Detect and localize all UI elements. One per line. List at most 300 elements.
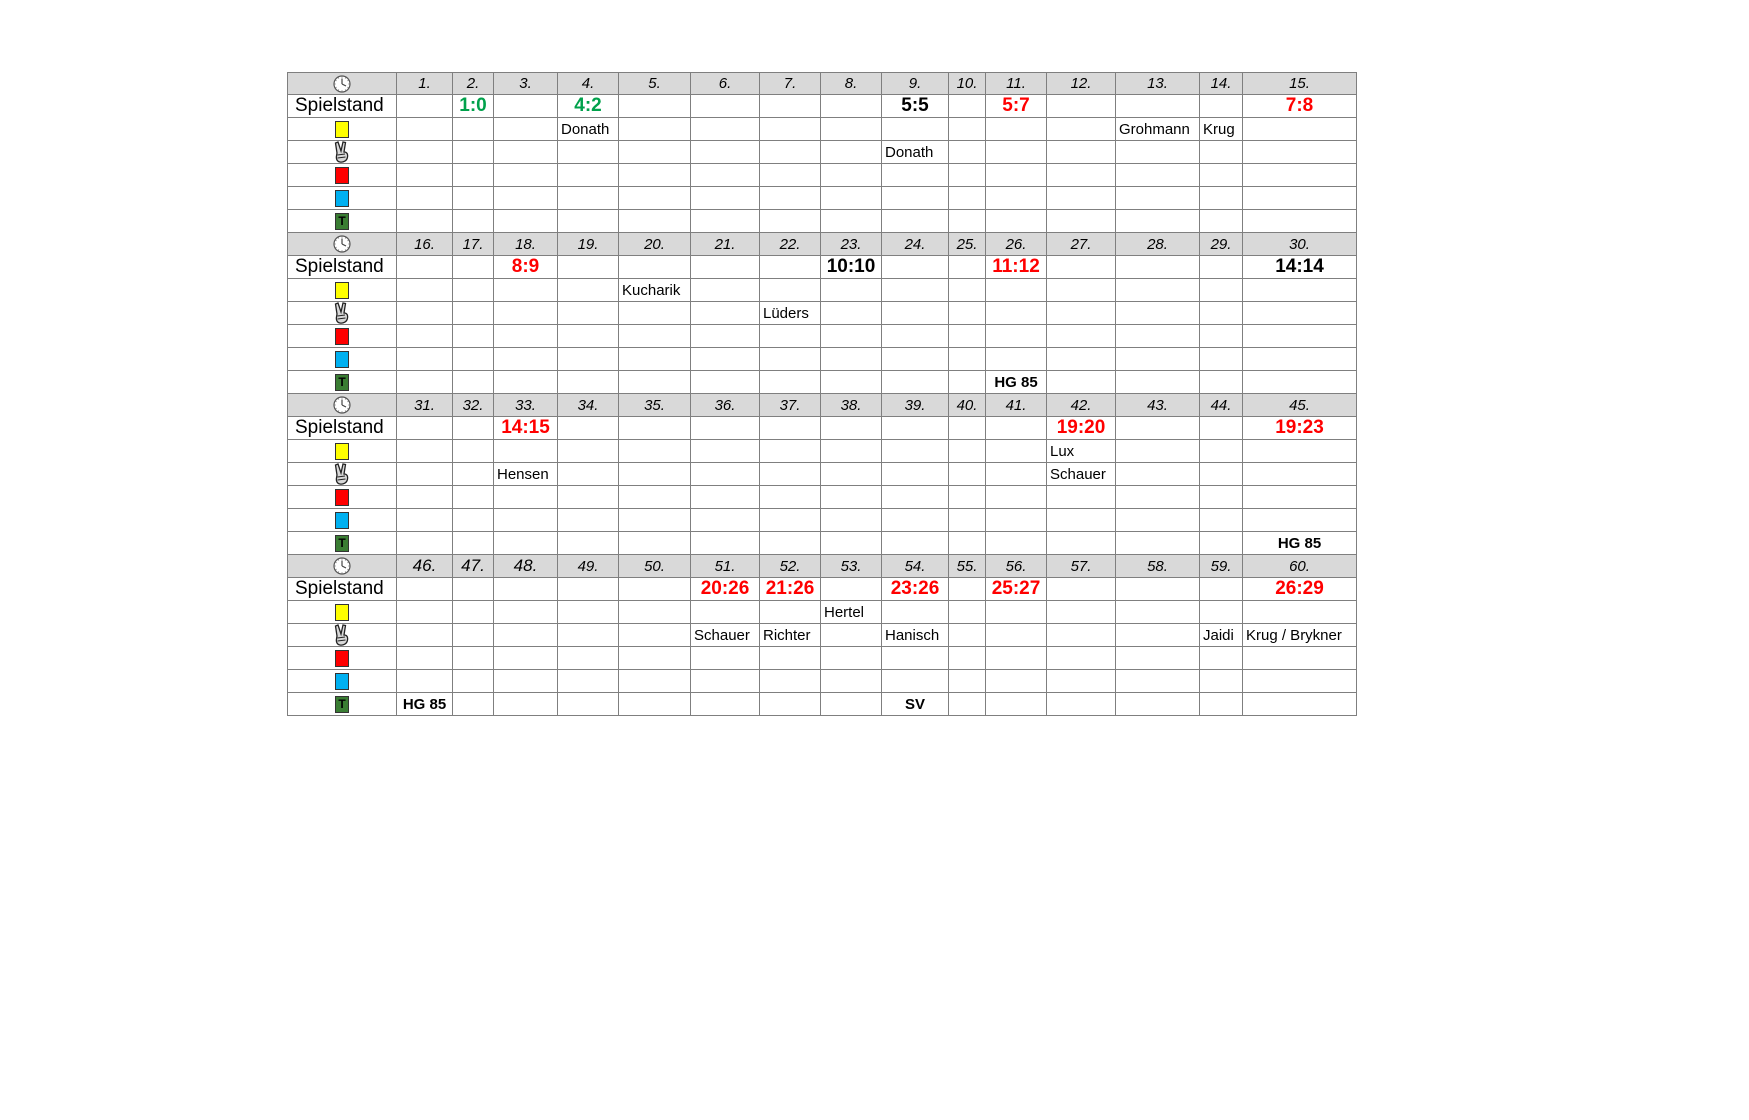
score-row: [287, 578, 1357, 601]
event-cell: [949, 141, 986, 164]
minute-header: 8.: [821, 72, 882, 95]
row-icon-cell: [287, 279, 397, 302]
minute-header: 47.: [453, 555, 494, 578]
event-cell: [882, 371, 949, 394]
event-entry: HG 85: [1243, 532, 1357, 555]
event-cell: [691, 371, 760, 394]
minute-header: 51.: [691, 555, 760, 578]
event-cell: [494, 118, 558, 141]
row-icon-cell: [287, 670, 397, 693]
event-cell: [760, 371, 821, 394]
minute-header: 36.: [691, 394, 760, 417]
minute-header: 27.: [1047, 233, 1116, 256]
event-cell: [619, 141, 691, 164]
event-cell: [821, 371, 882, 394]
two-minute-suspension-row: [287, 463, 1357, 486]
event-cell: [1243, 348, 1357, 371]
event-cell: [494, 164, 558, 187]
score-cell: [691, 256, 760, 279]
score-value: 19:20: [1047, 417, 1116, 440]
event-cell: [882, 440, 949, 463]
event-cell: [691, 440, 760, 463]
event-cell: [397, 486, 453, 509]
yellow-card-row: [287, 601, 1357, 624]
event-cell: [397, 141, 453, 164]
event-cell: [986, 187, 1047, 210]
minute-header: 59.: [1200, 555, 1243, 578]
event-cell: [760, 210, 821, 233]
event-cell: [882, 118, 949, 141]
event-cell: [1047, 118, 1116, 141]
event-cell: [1047, 693, 1116, 716]
event-cell: [1047, 601, 1116, 624]
event-cell: [1200, 532, 1243, 555]
event-cell: [619, 463, 691, 486]
minute-header: 29.: [1200, 233, 1243, 256]
event-cell: [986, 141, 1047, 164]
event-cell: [691, 647, 760, 670]
event-cell: [1047, 302, 1116, 325]
score-value: 10:10: [821, 256, 882, 279]
event-cell: [760, 187, 821, 210]
event-cell: [1047, 509, 1116, 532]
event-cell: [1243, 509, 1357, 532]
event-cell: [821, 187, 882, 210]
minute-header: 32.: [453, 394, 494, 417]
event-cell: [986, 164, 1047, 187]
event-cell: [760, 348, 821, 371]
event-cell: [691, 164, 760, 187]
event-entry: Hensen: [494, 463, 558, 486]
event-cell: [1047, 486, 1116, 509]
event-cell: [558, 670, 619, 693]
event-cell: [453, 647, 494, 670]
two-minute-suspension-row: [287, 624, 1357, 647]
event-cell: [691, 210, 760, 233]
two-minute-suspension-row: [287, 141, 1357, 164]
minute-header: 9.: [882, 72, 949, 95]
event-cell: [691, 463, 760, 486]
event-cell: [1200, 509, 1243, 532]
score-row: [287, 256, 1357, 279]
yellow-card-icon: [335, 282, 349, 299]
minute-header: 60.: [1243, 555, 1357, 578]
event-cell: [1047, 279, 1116, 302]
event-cell: [760, 463, 821, 486]
event-cell: [1200, 164, 1243, 187]
event-cell: [882, 187, 949, 210]
minute-header: 21.: [691, 233, 760, 256]
event-cell: [453, 371, 494, 394]
clock-cell: [287, 555, 397, 578]
event-cell: [986, 325, 1047, 348]
event-cell: [558, 348, 619, 371]
event-entry: Lüders: [760, 302, 821, 325]
score-value: 5:5: [882, 95, 949, 118]
event-cell: [821, 141, 882, 164]
score-cell: [949, 95, 986, 118]
score-label: Spielstand: [287, 256, 397, 279]
event-cell: [986, 302, 1047, 325]
yellow-card-icon: [335, 121, 349, 138]
score-cell: [1047, 256, 1116, 279]
minute-header: 23.: [821, 233, 882, 256]
yellow-card-row: [287, 279, 1357, 302]
timeout-icon: T: [335, 696, 349, 713]
event-cell: [1116, 647, 1200, 670]
row-icon-cell: [287, 647, 397, 670]
score-cell: [949, 417, 986, 440]
score-cell: [619, 578, 691, 601]
minute-header: 38.: [821, 394, 882, 417]
event-cell: [949, 463, 986, 486]
event-cell: [986, 670, 1047, 693]
event-cell: [619, 532, 691, 555]
event-cell: [558, 325, 619, 348]
event-cell: [1243, 371, 1357, 394]
score-value: 23:26: [882, 578, 949, 601]
event-cell: [949, 187, 986, 210]
event-cell: [397, 302, 453, 325]
event-cell: [1047, 532, 1116, 555]
blue-card-row: [287, 348, 1357, 371]
timeout-row: [287, 693, 1357, 716]
score-cell: [558, 578, 619, 601]
event-cell: [558, 532, 619, 555]
score-cell: [453, 256, 494, 279]
score-cell: [760, 256, 821, 279]
blue-card-icon: [335, 673, 349, 690]
score-cell: [619, 256, 691, 279]
timeout-row: [287, 371, 1357, 394]
event-cell: [1116, 348, 1200, 371]
event-entry: Richter: [760, 624, 821, 647]
event-cell: [619, 348, 691, 371]
event-entry: Krug / Brykner: [1243, 624, 1357, 647]
event-cell: [1116, 325, 1200, 348]
event-cell: [558, 693, 619, 716]
event-cell: [882, 302, 949, 325]
event-cell: [821, 164, 882, 187]
event-cell: [821, 509, 882, 532]
row-icon-cell: [287, 463, 397, 486]
blue-card-row: [287, 187, 1357, 210]
event-entry: Krug: [1200, 118, 1243, 141]
event-cell: [453, 670, 494, 693]
score-value: 11:12: [986, 256, 1047, 279]
minute-header: 19.: [558, 233, 619, 256]
event-cell: [1243, 440, 1357, 463]
event-cell: [882, 164, 949, 187]
event-cell: [760, 509, 821, 532]
score-cell: [1200, 95, 1243, 118]
event-cell: [986, 532, 1047, 555]
event-cell: [882, 325, 949, 348]
event-cell: [494, 509, 558, 532]
event-cell: [986, 118, 1047, 141]
event-cell: [821, 440, 882, 463]
event-cell: [986, 210, 1047, 233]
minute-header: 12.: [1047, 72, 1116, 95]
minute-header: 24.: [882, 233, 949, 256]
red-card-icon: [335, 167, 349, 184]
score-label: Spielstand: [287, 578, 397, 601]
event-cell: [1116, 693, 1200, 716]
minute-header: 26.: [986, 233, 1047, 256]
score-cell: [397, 417, 453, 440]
event-cell: [691, 509, 760, 532]
event-entry: Jaidi: [1200, 624, 1243, 647]
minute-header-row: [287, 555, 1357, 578]
minute-header: 7.: [760, 72, 821, 95]
event-cell: [882, 279, 949, 302]
event-cell: [882, 486, 949, 509]
event-cell: [619, 325, 691, 348]
row-icon-cell: [287, 371, 397, 394]
event-cell: [949, 670, 986, 693]
event-cell: [619, 693, 691, 716]
event-cell: [494, 693, 558, 716]
score-value: 14:14: [1243, 256, 1357, 279]
event-cell: [882, 210, 949, 233]
event-cell: [397, 348, 453, 371]
event-cell: [494, 325, 558, 348]
event-cell: [453, 348, 494, 371]
clock-icon: [332, 74, 352, 94]
minute-header: 50.: [619, 555, 691, 578]
event-entry: Schauer: [691, 624, 760, 647]
event-cell: [494, 210, 558, 233]
event-cell: [691, 532, 760, 555]
event-cell: [1047, 670, 1116, 693]
event-cell: [1116, 624, 1200, 647]
event-cell: [397, 210, 453, 233]
minute-header: 45.: [1243, 394, 1357, 417]
event-cell: [1047, 348, 1116, 371]
event-cell: [986, 624, 1047, 647]
minute-header: 6.: [691, 72, 760, 95]
event-cell: [1200, 187, 1243, 210]
minute-header-row: [287, 394, 1357, 417]
event-cell: [949, 279, 986, 302]
event-cell: [986, 486, 1047, 509]
event-cell: [1116, 486, 1200, 509]
event-cell: [821, 348, 882, 371]
event-cell: [691, 693, 760, 716]
event-cell: [397, 164, 453, 187]
event-entry: HG 85: [397, 693, 453, 716]
event-cell: [1200, 325, 1243, 348]
red-card-row: [287, 486, 1357, 509]
event-cell: [949, 118, 986, 141]
event-cell: [453, 601, 494, 624]
event-cell: [1200, 302, 1243, 325]
event-cell: [691, 486, 760, 509]
event-cell: [760, 279, 821, 302]
score-cell: [619, 95, 691, 118]
event-cell: [397, 279, 453, 302]
event-cell: [986, 279, 1047, 302]
event-cell: [986, 348, 1047, 371]
minute-header: 57.: [1047, 555, 1116, 578]
two-minute-suspension-icon: [333, 624, 351, 646]
minute-header: 16.: [397, 233, 453, 256]
clock-icon: [332, 556, 352, 576]
minute-header: 28.: [1116, 233, 1200, 256]
score-value: 7:8: [1243, 95, 1357, 118]
score-cell: [821, 578, 882, 601]
event-cell: [397, 187, 453, 210]
event-cell: [397, 670, 453, 693]
minute-header: 56.: [986, 555, 1047, 578]
event-cell: [1243, 693, 1357, 716]
score-row: [287, 417, 1357, 440]
event-cell: [1243, 601, 1357, 624]
event-cell: [986, 509, 1047, 532]
score-value: 14:15: [494, 417, 558, 440]
event-cell: [558, 187, 619, 210]
minute-header: 34.: [558, 394, 619, 417]
yellow-card-row: [287, 440, 1357, 463]
event-cell: [494, 302, 558, 325]
event-cell: [821, 670, 882, 693]
minute-header: 30.: [1243, 233, 1357, 256]
row-icon-cell: [287, 118, 397, 141]
timeout-row: [287, 532, 1357, 555]
row-icon-cell: [287, 601, 397, 624]
event-cell: [494, 670, 558, 693]
event-cell: [558, 486, 619, 509]
event-cell: [494, 532, 558, 555]
minute-header-row: [287, 72, 1357, 95]
event-cell: [1243, 210, 1357, 233]
event-cell: [949, 624, 986, 647]
event-cell: [494, 187, 558, 210]
yellow-card-icon: [335, 604, 349, 621]
red-card-row: [287, 647, 1357, 670]
score-cell: [1116, 417, 1200, 440]
score-cell: [1200, 417, 1243, 440]
blue-card-icon: [335, 190, 349, 207]
event-cell: [558, 279, 619, 302]
row-icon-cell: [287, 187, 397, 210]
minute-header: 10.: [949, 72, 986, 95]
event-cell: [453, 302, 494, 325]
minute-header: 20.: [619, 233, 691, 256]
score-cell: [691, 95, 760, 118]
score-value: 4:2: [558, 95, 619, 118]
event-cell: [760, 693, 821, 716]
event-cell: [1200, 670, 1243, 693]
event-cell: [691, 670, 760, 693]
blue-card-icon: [335, 351, 349, 368]
event-cell: [558, 371, 619, 394]
red-card-icon: [335, 328, 349, 345]
event-cell: [1116, 164, 1200, 187]
score-cell: [949, 256, 986, 279]
event-cell: [558, 624, 619, 647]
red-card-row: [287, 325, 1357, 348]
event-cell: [1116, 670, 1200, 693]
event-cell: [949, 210, 986, 233]
score-cell: [821, 95, 882, 118]
minute-header: 4.: [558, 72, 619, 95]
event-cell: [882, 463, 949, 486]
event-cell: [494, 348, 558, 371]
event-cell: [397, 118, 453, 141]
minute-header: 15.: [1243, 72, 1357, 95]
event-entry: Hanisch: [882, 624, 949, 647]
event-cell: [619, 486, 691, 509]
event-cell: [1200, 210, 1243, 233]
row-icon-cell: [287, 486, 397, 509]
minute-header-row: [287, 233, 1357, 256]
minute-header: 53.: [821, 555, 882, 578]
red-card-icon: [335, 489, 349, 506]
event-entry: Donath: [882, 141, 949, 164]
row-icon-cell: [287, 624, 397, 647]
event-cell: [558, 141, 619, 164]
row-icon-cell: [287, 164, 397, 187]
event-cell: [760, 141, 821, 164]
event-cell: [821, 325, 882, 348]
event-cell: [1200, 279, 1243, 302]
event-cell: [1243, 187, 1357, 210]
event-cell: [1116, 601, 1200, 624]
event-cell: [619, 164, 691, 187]
event-cell: [494, 647, 558, 670]
event-cell: [1047, 624, 1116, 647]
event-cell: [1116, 279, 1200, 302]
event-cell: [494, 440, 558, 463]
minute-header: 35.: [619, 394, 691, 417]
score-cell: [821, 417, 882, 440]
event-cell: [691, 187, 760, 210]
event-cell: [397, 601, 453, 624]
event-cell: [1200, 486, 1243, 509]
event-cell: [949, 371, 986, 394]
event-cell: [1047, 164, 1116, 187]
score-cell: [882, 417, 949, 440]
score-cell: [619, 417, 691, 440]
event-cell: [1200, 141, 1243, 164]
event-cell: [760, 325, 821, 348]
event-cell: [882, 601, 949, 624]
event-cell: [949, 532, 986, 555]
score-cell: [453, 578, 494, 601]
event-cell: [558, 463, 619, 486]
event-cell: [1116, 141, 1200, 164]
event-cell: [1243, 486, 1357, 509]
event-cell: [882, 348, 949, 371]
event-cell: [760, 164, 821, 187]
score-value: 1:0: [453, 95, 494, 118]
score-value: 19:23: [1243, 417, 1357, 440]
event-cell: [494, 141, 558, 164]
minute-header: 43.: [1116, 394, 1200, 417]
minute-header: 14.: [1200, 72, 1243, 95]
minute-header: 33.: [494, 394, 558, 417]
event-cell: [397, 371, 453, 394]
event-cell: [1243, 463, 1357, 486]
event-cell: [821, 118, 882, 141]
score-cell: [1200, 578, 1243, 601]
minute-header: 52.: [760, 555, 821, 578]
event-cell: [453, 141, 494, 164]
event-cell: [1200, 371, 1243, 394]
score-cell: [397, 95, 453, 118]
timeout-row: [287, 210, 1357, 233]
